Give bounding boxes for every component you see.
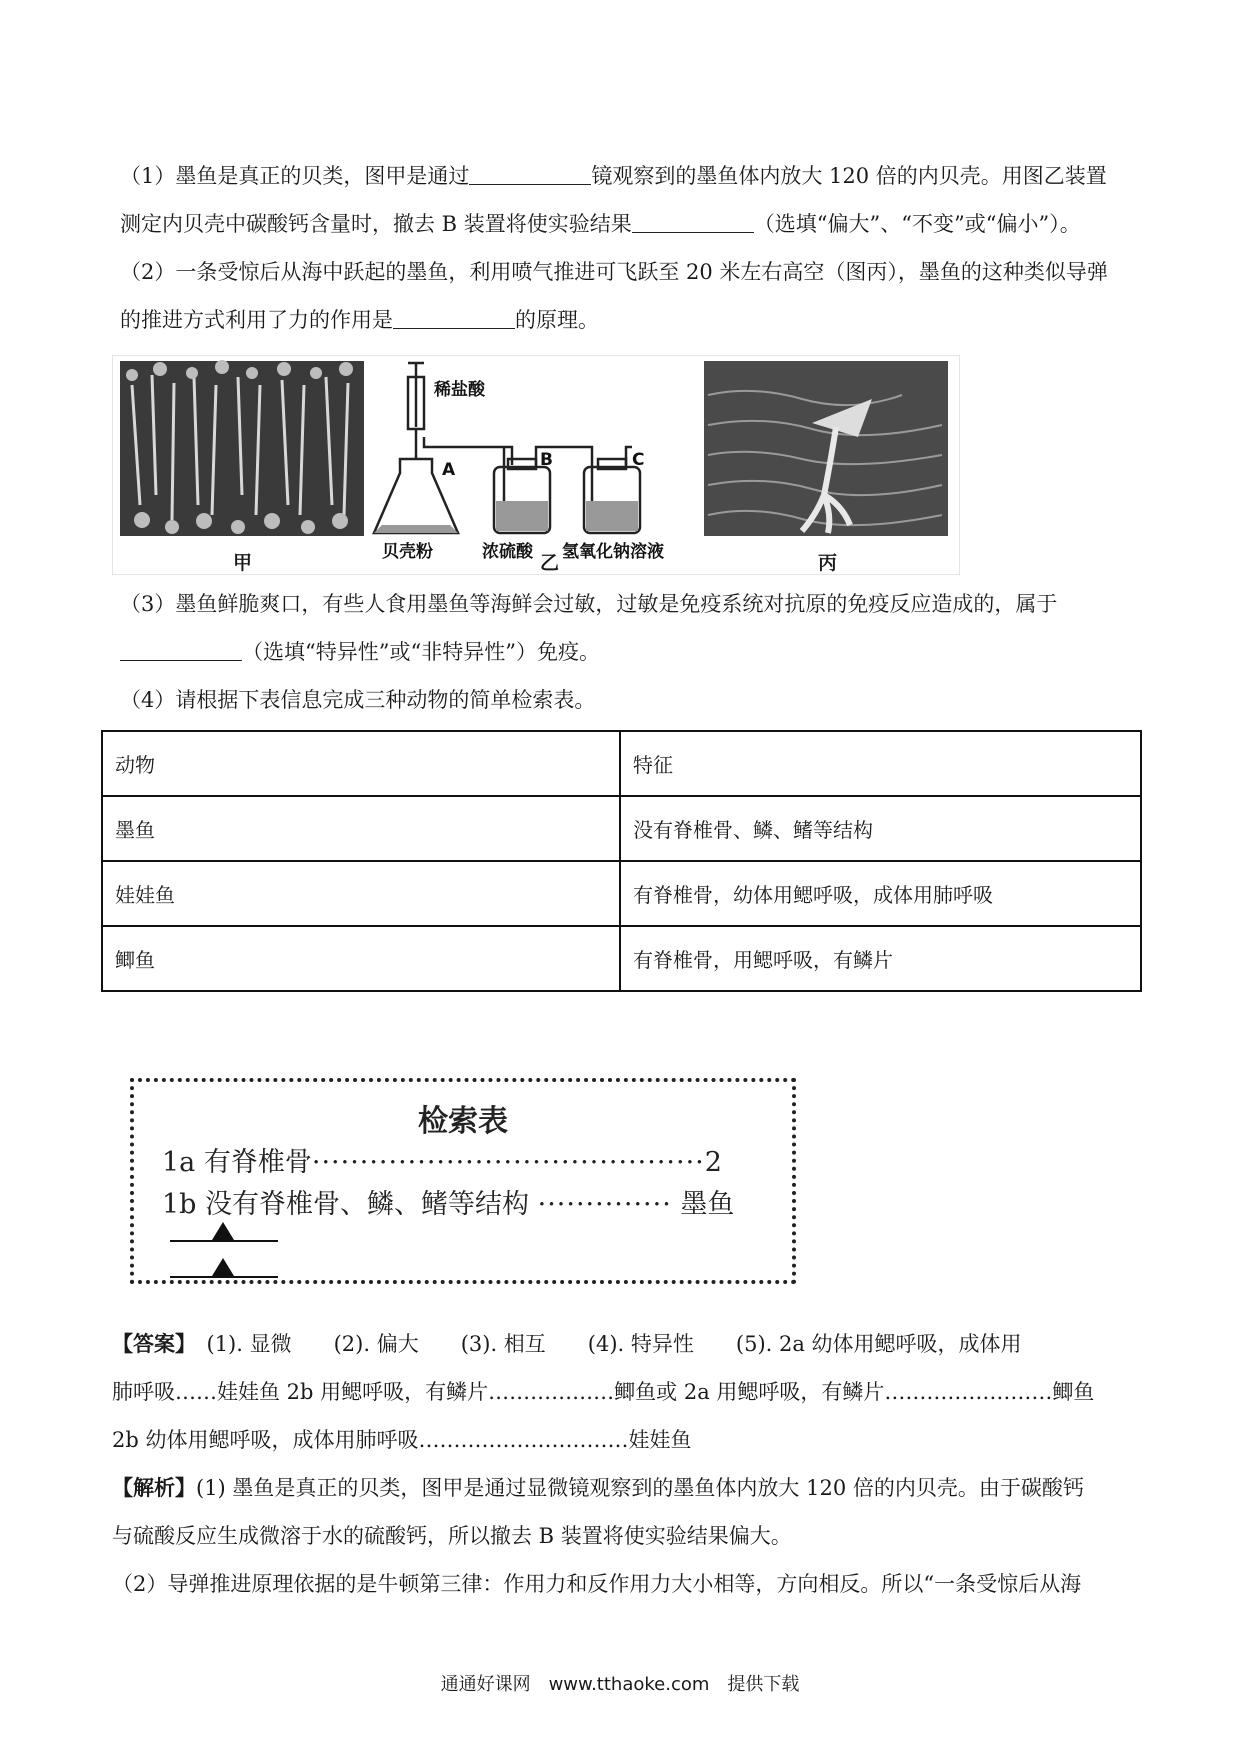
- key-blank-line-2[interactable]: [170, 1276, 278, 1278]
- key-blank-line-1[interactable]: [170, 1240, 278, 1242]
- key-row-1a: [162, 1140, 722, 1179]
- q3-text-2: （选填“特异性”或“非特异性”）免疫。: [242, 640, 600, 664]
- q2-blank[interactable]: [393, 306, 515, 329]
- table-header-row: [102, 731, 1141, 796]
- key-table-box: [130, 1078, 796, 1284]
- key-row-1b-dots: ··············: [537, 1189, 672, 1220]
- figure-bing-image: [704, 361, 948, 536]
- key-row-1b-result: 墨鱼: [680, 1189, 735, 1220]
- page-footer: 通通好课网 www.tthaoke.com 提供下载: [440, 1674, 800, 1695]
- figure-label-bing: 丙: [818, 552, 838, 574]
- q2-text-cont: 的原理。: [515, 308, 599, 332]
- table-header-feature: 特征: [620, 731, 1141, 796]
- table-cell-animal: 墨鱼: [102, 796, 620, 861]
- q1-text-cont: 镜观察到的墨鱼体内放大 120 倍的内贝壳。用图乙装置: [591, 164, 1107, 188]
- q2-line1: （2）一条受惊后从海中跃起的墨鱼，利用喷气推进可飞跃至 20 米左右高空（图丙），墨鱼的这种类似导弹: [120, 260, 1108, 284]
- q1-blank-2[interactable]: [632, 210, 754, 233]
- label-acid: 稀盐酸: [434, 380, 485, 400]
- analysis-line2: 与硫酸反应生成微溶于水的硫酸钙，所以撤去 B 装置将使实验结果偏大。: [112, 1524, 792, 1548]
- table-header-animal: 动物: [102, 731, 620, 796]
- q3-blank[interactable]: [120, 638, 242, 661]
- answer-line1: [112, 1330, 1022, 1358]
- table-cell-animal: 娃娃鱼: [102, 861, 620, 926]
- analysis-label: 【解析】: [112, 1475, 196, 1500]
- q4-line1: （4）请根据下表信息完成三种动物的简单检索表。: [120, 688, 596, 712]
- key-title: 检索表: [418, 1104, 508, 1139]
- figure-panel: [112, 355, 960, 575]
- table-row: [102, 796, 1141, 861]
- figure-label-yi: 乙: [540, 552, 560, 574]
- key-row-1a-result: 2: [704, 1147, 722, 1178]
- answer-label: 【答案】: [112, 1331, 186, 1356]
- key-blank-marker-icon: [212, 1258, 234, 1276]
- q2-line2: [120, 306, 599, 334]
- q1-blank-1[interactable]: [469, 162, 591, 185]
- answer-line3: 2b 幼体用鳃呼吸，成体用肺呼吸…………………………娃娃鱼: [112, 1428, 692, 1452]
- label-c: C: [632, 450, 645, 470]
- analysis-text-1: (1) 墨鱼是真正的贝类，图甲是通过显微镜观察到的墨鱼体内放大 120 倍的内贝壳。由于碳酸钙: [196, 1476, 1084, 1500]
- table-cell-animal: 鲫鱼: [102, 926, 620, 991]
- analysis-line1: [112, 1474, 1084, 1502]
- key-row-1a-label: 1a 有脊椎骨: [162, 1147, 312, 1178]
- label-naoh: 氢氧化钠溶液: [562, 542, 664, 562]
- animal-table: [101, 730, 1142, 992]
- table-cell-feature: 有脊椎骨，幼体用鳃呼吸，成体用肺呼吸: [620, 861, 1141, 926]
- answer-text-1: (1). 显微 (2). 偏大 (3). 相互 (4). 特异性 (5). 2a 幼体用鳃呼吸，成体用: [206, 1332, 1022, 1356]
- label-a: A: [442, 460, 456, 480]
- q2-text: 的推进方式利用了力的作用是: [120, 308, 393, 332]
- q3-line1: （3）墨鱼鲜脆爽口，有些人食用墨鱼等海鲜会过敏，过敏是免疫系统对抗原的免疫反应造成的，属于: [120, 592, 1058, 616]
- table-row: [102, 926, 1141, 991]
- q1-text-2: 测定内贝壳中碳酸钙含量时，撤去 B 装置将使实验结果: [120, 212, 632, 236]
- label-shell: 贝壳粉: [382, 542, 433, 562]
- table-row: [102, 861, 1141, 926]
- table-cell-feature: 没有脊椎骨、鳞、鳍等结构: [620, 796, 1141, 861]
- q1-line2: [120, 210, 1081, 238]
- figure-label-jia: 甲: [233, 552, 253, 574]
- analysis-line3: （2）导弹推进原理依据的是牛顿第三律：作用力和反作用力大小相等，方向相反。所以“一条受惊后从海: [112, 1572, 1082, 1596]
- key-row-1b: [162, 1182, 734, 1221]
- key-blank-marker-icon: [212, 1222, 234, 1240]
- key-row-1a-dots: ·········································: [311, 1147, 705, 1178]
- table-cell-feature: 有脊椎骨，用鳃呼吸，有鳞片: [620, 926, 1141, 991]
- label-b: B: [540, 450, 553, 470]
- q1-line1: [120, 162, 1107, 190]
- q1-text-2-cont: （选填“偏大”、“不变”或“偏小”）。: [753, 212, 1081, 236]
- key-row-1b-label: 1b 没有脊椎骨、鳞、鳍等结构: [162, 1189, 530, 1220]
- answer-line2: 肺呼吸……娃娃鱼 2b 用鳃呼吸，有鳞片………………鲫鱼或 2a 用鳃呼吸，有鳞片……………………鲫鱼: [112, 1380, 1095, 1404]
- label-sulfuric: 浓硫酸: [482, 542, 533, 562]
- figure-jia-image: [120, 360, 364, 536]
- q3-line2: [120, 638, 600, 666]
- q1-text: （1）墨鱼是真正的贝类，图甲是通过: [120, 164, 470, 188]
